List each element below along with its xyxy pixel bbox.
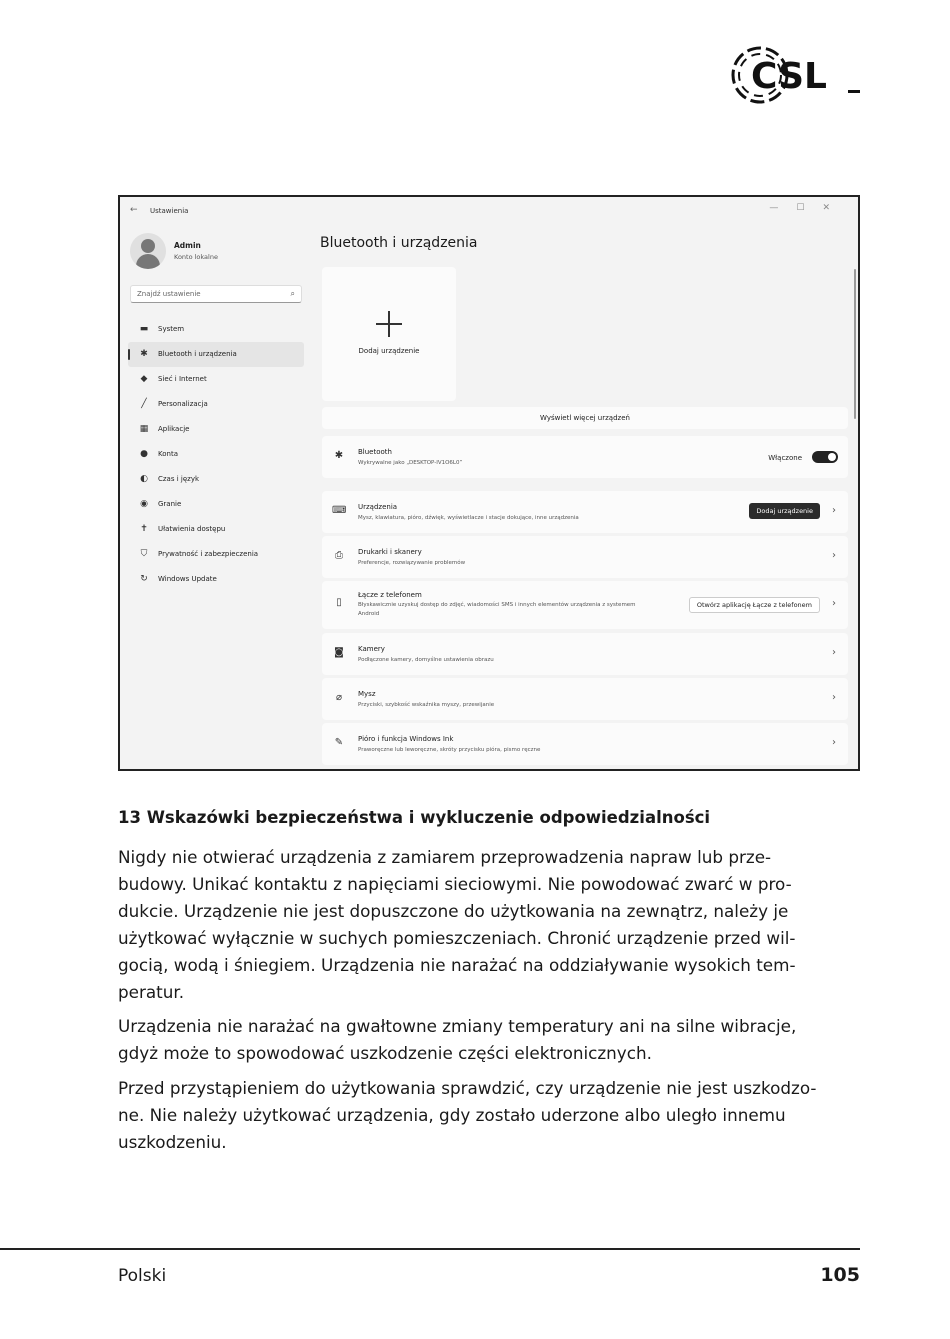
add-device-label: Dodaj urządzenie [358,347,420,355]
row-title: Bluetooth [358,448,392,456]
chevron-right-icon: › [832,598,836,609]
section-heading: 13 Wskazówki bezpieczeństwa i wykluczenie odpowiedzialności [118,808,711,827]
phone-link-row[interactable] [322,581,848,629]
printers-row[interactable] [322,536,848,578]
sidebar-item-time-language[interactable] [128,467,304,492]
phone-icon: ▯ [336,597,342,608]
pen-ink-row[interactable] [322,723,848,765]
row-title: Łącze z telefonem [358,591,422,599]
profile-subtitle: Konto lokalne [174,253,218,261]
globe-icon: ◐ [140,474,148,484]
search-input[interactable] [130,285,302,303]
sidebar-item-accessibility[interactable] [128,517,304,542]
sidebar-item-label: Konta [158,450,178,458]
sidebar-item-bluetooth[interactable] [128,342,304,367]
sidebar-item-label: Windows Update [158,575,217,583]
bluetooth-state: Włączone [768,454,802,462]
bluetooth-icon: ✱ [334,450,344,461]
devices-row[interactable] [322,491,848,533]
scrollbar[interactable] [854,269,856,419]
sidebar-item-label: Prywatność i zabezpieczenia [158,550,259,558]
footer-rule [0,1248,860,1250]
monitor-icon: ▬ [139,324,149,334]
sidebar-item-privacy[interactable] [128,542,304,567]
brush-icon: ╱ [141,399,147,409]
bluetooth-row [322,436,848,478]
maximize-icon[interactable]: ☐ [796,203,823,213]
bluetooth-toggle[interactable] [812,451,838,463]
devices-icon: ⌨ [332,505,347,516]
show-more-devices-button[interactable]: Wyświetl więcej urządzeń [322,407,848,429]
sidebar-item-label: Aplikacje [158,425,190,433]
search-placeholder: Znajdź ustawienie [137,290,201,298]
plus-icon [376,311,402,337]
camera-icon: ◙ [334,647,344,658]
update-icon: ↻ [140,574,148,584]
shield-icon: ⛉ [140,549,148,559]
sidebar-item-system[interactable] [128,317,304,342]
gamepad-icon: ◉ [140,499,148,509]
sidebar-item-gaming[interactable] [128,492,304,517]
close-icon[interactable]: ✕ [822,203,848,213]
paragraph-1: Nigdy nie otwierać urządzenia z zamiarem przeprowadzenia napraw lub prze- budowy. Unikać kontaktu z napięciami sieciowymi. Nie powodować zwarć w pro- dukcie. Urządzenie nie jest dopuszczone do użytkowania na zewnątrz, należy je użytkować wyłącznie w suchych pomieszczeniach. Chronić urządzenie przed wil- gocią, wodą i śniegiem. Urządzenia nie narażać na oddziaływanie wysokich tem- peratur. [118,847,796,1002]
printer-icon: ⎙ [335,550,343,561]
row-subtitle: Wykrywalne jako „DESKTOP-IV1O6L0” [358,460,463,466]
row-subtitle: Mysz, klawiatura, pióro, dźwięk, wyświetlacze i stacje dokujące, inne urządzenia [358,515,579,521]
paragraph-3: Przed przystąpieniem do użytkowania sprawdzić, czy urządzenie nie jest uszkodzo- ne. Nie należy użytkować urządzenia, gdy zostało uderzone albo uległo innemu uszkodzeniu. [118,1078,817,1152]
sidebar-item-accounts[interactable] [128,442,304,467]
row-title: Drukarki i skanery [358,548,422,556]
accessibility-icon: ✝ [140,524,148,534]
bluetooth-icon: ✱ [140,349,148,359]
chevron-right-icon: › [832,737,836,748]
sidebar-item-label: Sieć i Internet [158,375,207,383]
chevron-right-icon: › [832,550,836,561]
sidebar-item-network[interactable] [128,367,304,392]
sidebar-item-label: Czas i język [158,475,200,483]
chevron-right-icon: › [832,505,836,516]
row-subtitle: Przyciski, szybkość wskaźnika myszy, przewijanie [358,702,495,708]
minimize-icon[interactable]: — [769,203,797,213]
apps-icon: ▦ [139,424,149,434]
avatar [130,233,166,269]
sidebar-item-label: Personalizacja [158,400,208,408]
paragraph-2: Urządzenia nie narażać na gwałtowne zmiany temperatury ani na silne wibracje, gdyż może to spowodować uszkodzenie części elektronicznych. [118,1016,797,1063]
sidebar-item-label: System [158,325,185,333]
row-title: Urządzenia [358,503,398,511]
row-title: Kamery [358,645,385,653]
search-icon: ⌕ [290,289,295,298]
row-subtitle: Praworęczne lub leworęczne, skróty przycisku pióra, pismo ręczne [358,747,541,753]
main-content [320,197,858,769]
profile-name: Admin [174,241,201,250]
row-title: Mysz [358,690,376,698]
sidebar-item-windows-update[interactable] [128,567,304,592]
sidebar-item-label: Bluetooth i urządzenia [158,350,237,358]
mouse-icon: ⌀ [335,692,343,703]
row-subtitle: Podłączone kamery, domyślne ustawienia obrazu [358,657,494,663]
profile[interactable] [130,233,310,273]
svg-text:CSL: CSL [751,56,827,97]
wifi-icon: ◆ [140,374,148,384]
sidebar-item-label: Ułatwienia dostępu [158,525,226,533]
mouse-row[interactable] [322,678,848,720]
add-device-button[interactable]: Dodaj urządzenie [749,503,820,519]
csl-logo [730,42,862,108]
cameras-row[interactable] [322,633,848,675]
page-title: Bluetooth i urządzenia [320,235,478,251]
sidebar-item-personalization[interactable] [128,392,304,417]
pen-icon: ✎ [334,737,344,748]
chevron-right-icon: › [832,647,836,658]
sidebar-item-apps[interactable] [128,417,304,442]
page-number: 105 [820,1264,860,1286]
chevron-right-icon: › [832,692,836,703]
window-title: Ustawienia [150,207,189,215]
sidebar-nav [128,317,304,592]
back-arrow-icon[interactable]: ← [130,205,138,215]
sidebar-item-label: Granie [158,500,182,508]
settings-screenshot [118,195,860,771]
open-phone-link-button[interactable]: Otwórz aplikację Łącze z telefonem [689,597,820,613]
person-icon: ● [140,449,148,459]
row-subtitle: Błyskawicznie uzyskuj dostęp do zdjęć, wiadomości SMS i innych elementów urządzenia z systemem Android [358,602,636,617]
footer-language: Polski [118,1266,167,1286]
add-device-tile[interactable] [322,267,456,401]
row-subtitle: Preferencje, rozwiązywanie problemów [358,560,466,566]
row-title: Pióro i funkcja Windows Ink [358,735,454,743]
